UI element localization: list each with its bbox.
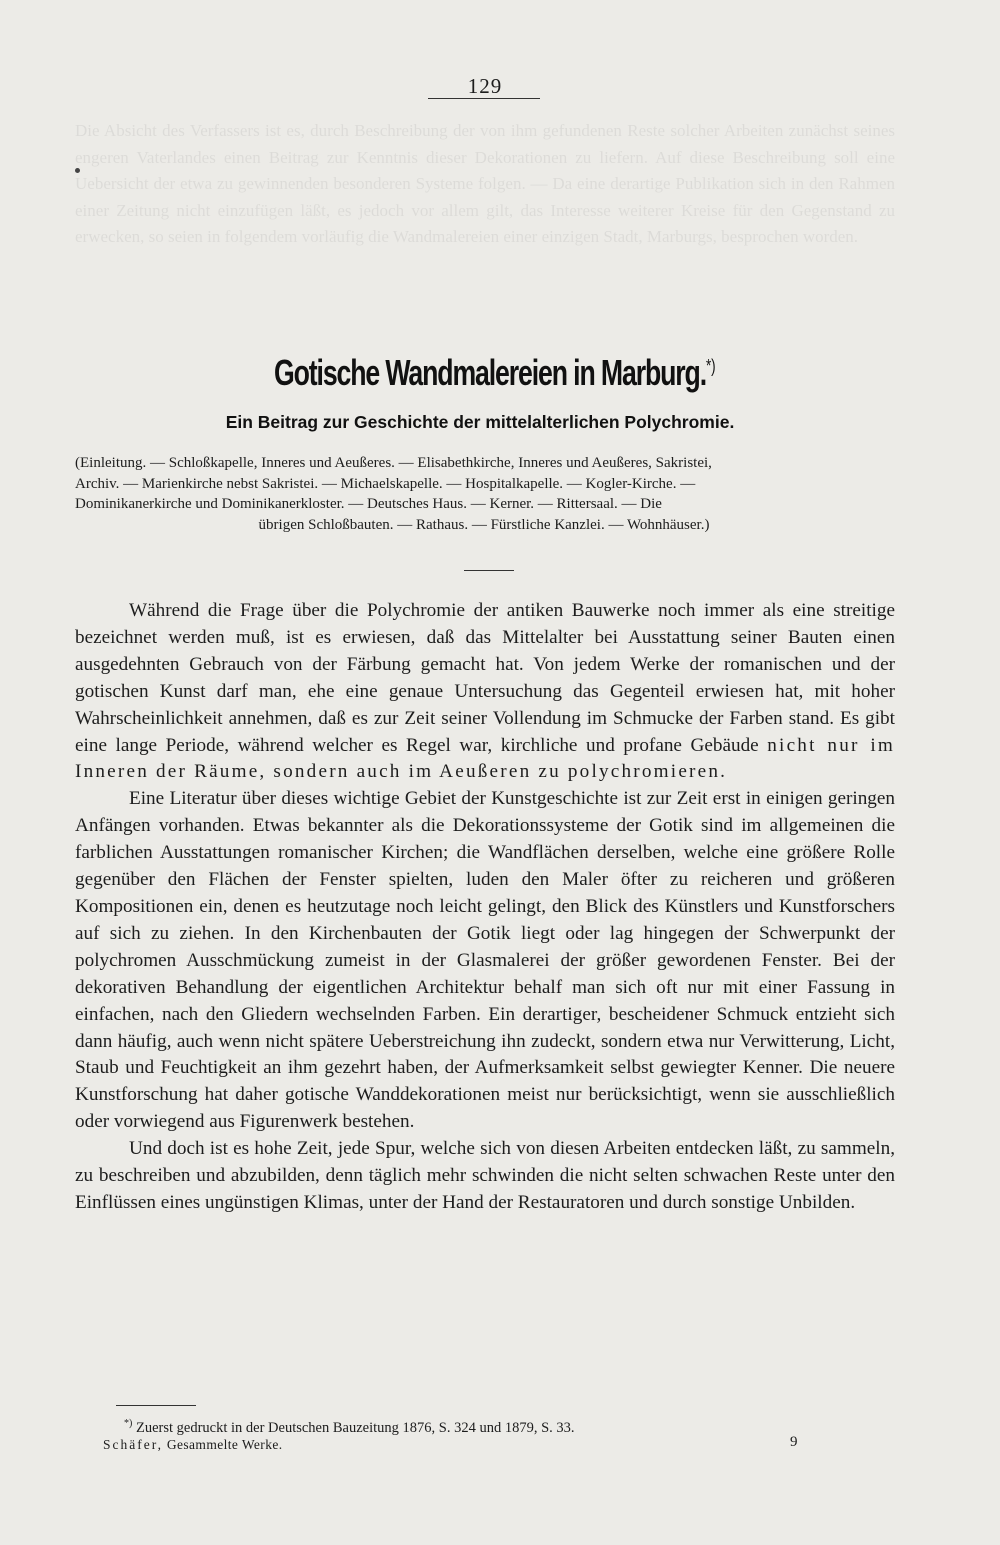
paragraph-text: Eine Literatur über dieses wichtige Gebiet der Kunstgeschichte ist zur Zeit erst in einigen geringen Anfängen vorhanden. Etwas bekannter als die Dekorationssysteme der Gotik sind im allgemeinen die farblichen Ausstattungen romanischer Kirchen; die Wandflächen derselben, welche eine größere Rolle gegenüber den Flächen der Fenster spielten, luden den Maler öfter zu reicheren und größeren Kompositionen ein, denen es heutzutage noch leicht gelingt, den Blick des Künstlers und Kunstforschers auf sich zu ziehen. In den Kirchenbauten der Gotik liegt oder lag hingegen der Schwerpunkt der polychromen Ausschmückung zumeist in der Glasmalerei der größer gewordenen Fenster. Bei der dekorativen Behandlung der eigentlichen Architektur behalf man sich oft nur mit einer Fassung in einfachen, nach den Gliedern wechselnden Farben. Ein derartiger, bescheidener Schmuck entzieht sich dann häufig, auch wenn nicht spätere Ueberstreichung ihn zudeckt, sondern etwa nur Verwitterung, Licht, Staub und Feuchtigkeit an ihm gezehrt haben, der Aufmerksamkeit selbst gewiegter Kenner. Die neuere Kunstforschung hat daher gotische Wanddekorationen meist nur berücksichtigt, wenn sie ausschließlich oder vorwiegend aus Figurenwerk bestehen. bbox=[75, 788, 895, 1133]
paragraph bbox=[75, 598, 895, 786]
bleed-through-text bbox=[75, 118, 895, 251]
signature-author: Schäfer, bbox=[103, 1437, 164, 1452]
subtitle: Ein Beitrag zur Geschichte der mittelalterlichen Polychromie. bbox=[225, 412, 735, 432]
contents-line: (Einleitung. — Schloßkapelle, Inneres und Aeußeres. — Elisabethkirche, Inneres und Aeußeres, Sakristei, bbox=[75, 455, 712, 471]
contents-line: Archiv. — Marienkirche nebst Sakristei. — Michaelskapelle. — Hospitalkapelle. — Kogler-Kirche. — bbox=[75, 475, 696, 492]
page-number-rule bbox=[428, 98, 540, 99]
ink-speck bbox=[75, 168, 80, 173]
bleed-through-paragraph: Die Absicht des Verfassers ist es, durch Beschreibung der von ihm gefundenen Reste solcher Arbeiten zunächst seines engeren Vaterlandes einen Beitrag zur Kenntnis dieser Dekorationen zu liefern. Auf diese Beschreibung soll eine Uebersicht der etwa zu gewinnenden besonderen Systeme folgen. — Da eine derartige Publikation sich in den Rahmen einer Zeitung nicht einzufügen läßt, es jedoch vor allem gilt, das Interesse weiterer Kreise für den Gegenstand zu erwecken, so seien in folgendem vorläufig die Wandmalereien einer einzigen Stadt, Marburgs, besprochen worden. bbox=[75, 121, 895, 246]
paragraph-text: Während die Frage über die Polychromie der antiken Bauwerke noch immer als eine streitige bezeichnet werden muß, ist es erwiesen, daß das Mittelalter bei Ausstattung seiner Bauten einen ausgedehnten Gebrauch von der Färbung gemacht hat. Von jedem Werke der romanischen und der gotischen Kunst darf man, ehe eine genaue Untersuchung das Gegenteil erwiesen hat, mit hoher Wahrscheinlichkeit annehmen, daß es zur Zeit seiner Vollendung im Schmucke der Farben stand. Es gibt eine lange Periode, während welcher es Regel war, kirchliche und profane Gebäude bbox=[75, 600, 895, 756]
contents-line: übrigen Schloßbauten. — Rathaus. — Fürstliche Kanzlei. — Wohnhäuser.) bbox=[258, 517, 710, 534]
footnote-mark: *) bbox=[124, 1418, 133, 1429]
signature-work: Gesammelte Werke. bbox=[166, 1437, 283, 1452]
emphasized-text: nicht nur im Inneren der Räume, sondern auch im Aeußeren zu polychromieren. bbox=[75, 734, 895, 783]
title-footnote-mark: *) bbox=[705, 356, 716, 376]
section-divider bbox=[464, 570, 514, 571]
paragraph bbox=[75, 786, 895, 1136]
main-title bbox=[125, 352, 865, 394]
footnote bbox=[124, 1414, 824, 1438]
page-number: 129 bbox=[467, 74, 503, 98]
footnote-text: Zuerst gedruckt in der Deutschen Bauzeitung 1876, S. 324 und 1879, S. 33. bbox=[135, 1419, 575, 1436]
contents-line: Dominikanerkirche und Dominikanerkloster. — Deutsches Haus. — Kerner. — Rittersaal. — Die bbox=[75, 496, 662, 513]
sheet-number: 9 bbox=[790, 1434, 798, 1450]
sheet-signature bbox=[103, 1437, 283, 1453]
main-title-text: Gotische Wandmalereien in Marburg. bbox=[273, 352, 706, 393]
paragraph-text: Und doch ist es hohe Zeit, jede Spur, welche sich von diesen Arbeiten entdecken läßt, zu sammeln, zu beschreiben und abzubilden, denn täglich mehr schwinden die nicht selten schwachen Reste unter den Einflüssen eines ungünstigen Klimas, unter der Hand der Restauratoren und durch sonstige Unbilden. bbox=[75, 1138, 895, 1213]
paragraph bbox=[75, 1136, 895, 1217]
table-of-contents bbox=[75, 453, 893, 536]
body-text bbox=[75, 598, 895, 1217]
footnote-rule bbox=[116, 1405, 196, 1406]
